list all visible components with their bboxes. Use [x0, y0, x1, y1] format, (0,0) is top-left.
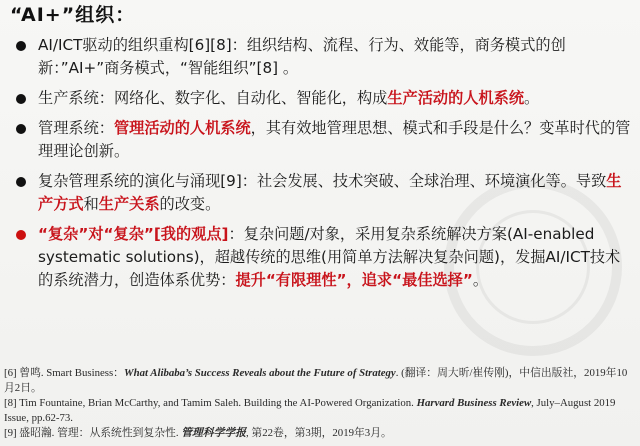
- reference-title: Harvard Business Review: [416, 397, 532, 409]
- bullet-item: [14, 87, 634, 110]
- bullet-dot-icon: [16, 94, 26, 104]
- body-text: ，其有效地管理思想、模式和手段是什么？变革时代的管理理论创新。: [38, 119, 631, 160]
- reference-text: , 第22卷，第3期，2019年3月。: [246, 427, 392, 439]
- bullet-text: [38, 34, 634, 80]
- bullet-dot-icon: [16, 177, 26, 187]
- reference-text: . (翻译：周大昕/崔传刚)，中信出版社，2019年10月2日。: [4, 367, 628, 394]
- bullet-dot-icon: [16, 230, 26, 240]
- bullet-text: [38, 117, 634, 163]
- body-text: 生产系统：网络化、数字化、自动化、智能化，构成: [38, 89, 388, 107]
- bullet-item: [14, 170, 634, 216]
- reference-text: [9] 盛昭瀚. 管理：从系统性到复杂性.: [4, 427, 182, 439]
- body-text: 。: [472, 271, 488, 289]
- reference-title: What Alibaba’s Success Reveals about the Future of Strategy: [123, 367, 396, 379]
- highlight-text: 生产方式: [38, 172, 622, 213]
- reference-text: [8] Tim Fountaine, Brian McCarthy, and Tamim Saleh. Building the AI-Powered Organization.: [4, 397, 417, 409]
- bullet-text: [38, 87, 634, 110]
- reference-entry: [4, 426, 636, 441]
- bullet-text: [38, 170, 634, 216]
- slide-title: “AI+”组织：: [10, 4, 136, 26]
- reference-title: 管理科学学报: [181, 427, 247, 439]
- bullet-item: [14, 117, 634, 163]
- bullet-item: [14, 223, 634, 292]
- body-text: 。: [524, 89, 540, 107]
- body-text: 和: [83, 195, 99, 213]
- bullet-list: [14, 34, 634, 299]
- bullet-item: [14, 34, 634, 80]
- highlight-text: 生产活动的人机系统: [387, 89, 524, 107]
- highlight-text: 管理活动的人机系统: [113, 119, 251, 137]
- bullet-dot-icon: [16, 124, 26, 134]
- highlight-text: 生产关系: [98, 195, 160, 213]
- body-text: 管理系统：: [38, 119, 114, 137]
- references: [4, 366, 636, 441]
- body-text: AI/ICT驱动的组织重构[6][8]：组织结构、流程、行为、效能等，商务模式的创新：”AI+”商务模式，“智能组织”[8] 。: [38, 36, 566, 77]
- body-text: ：复杂问题/对象，采用复杂系统解决方案(AI-enabled systematic solutions)，超越传统的思维(用简单方法解决复杂问题)，发掘AI/ICT技术的系统潜力，创造体系优势：: [38, 225, 621, 289]
- reference-text: [6] 曾鸣. Smart Business：: [4, 367, 124, 379]
- reference-entry: [4, 396, 636, 426]
- bullet-dot-icon: [16, 41, 26, 51]
- highlight-text: 提升“有限理性”，追求“最佳选择”: [235, 271, 473, 289]
- highlight-text: “复杂”对“复杂”[我的观点]: [38, 225, 229, 243]
- bullet-text: [38, 223, 634, 292]
- body-text: 复杂管理系统的演化与涌现[9]：社会发展、技术突破、全球治理、环境演化等。导致: [38, 172, 607, 190]
- body-text: 的改变。: [159, 195, 221, 213]
- reference-text: , July–August 2019 Issue, pp.62-73.: [4, 397, 616, 424]
- reference-entry: [4, 366, 636, 396]
